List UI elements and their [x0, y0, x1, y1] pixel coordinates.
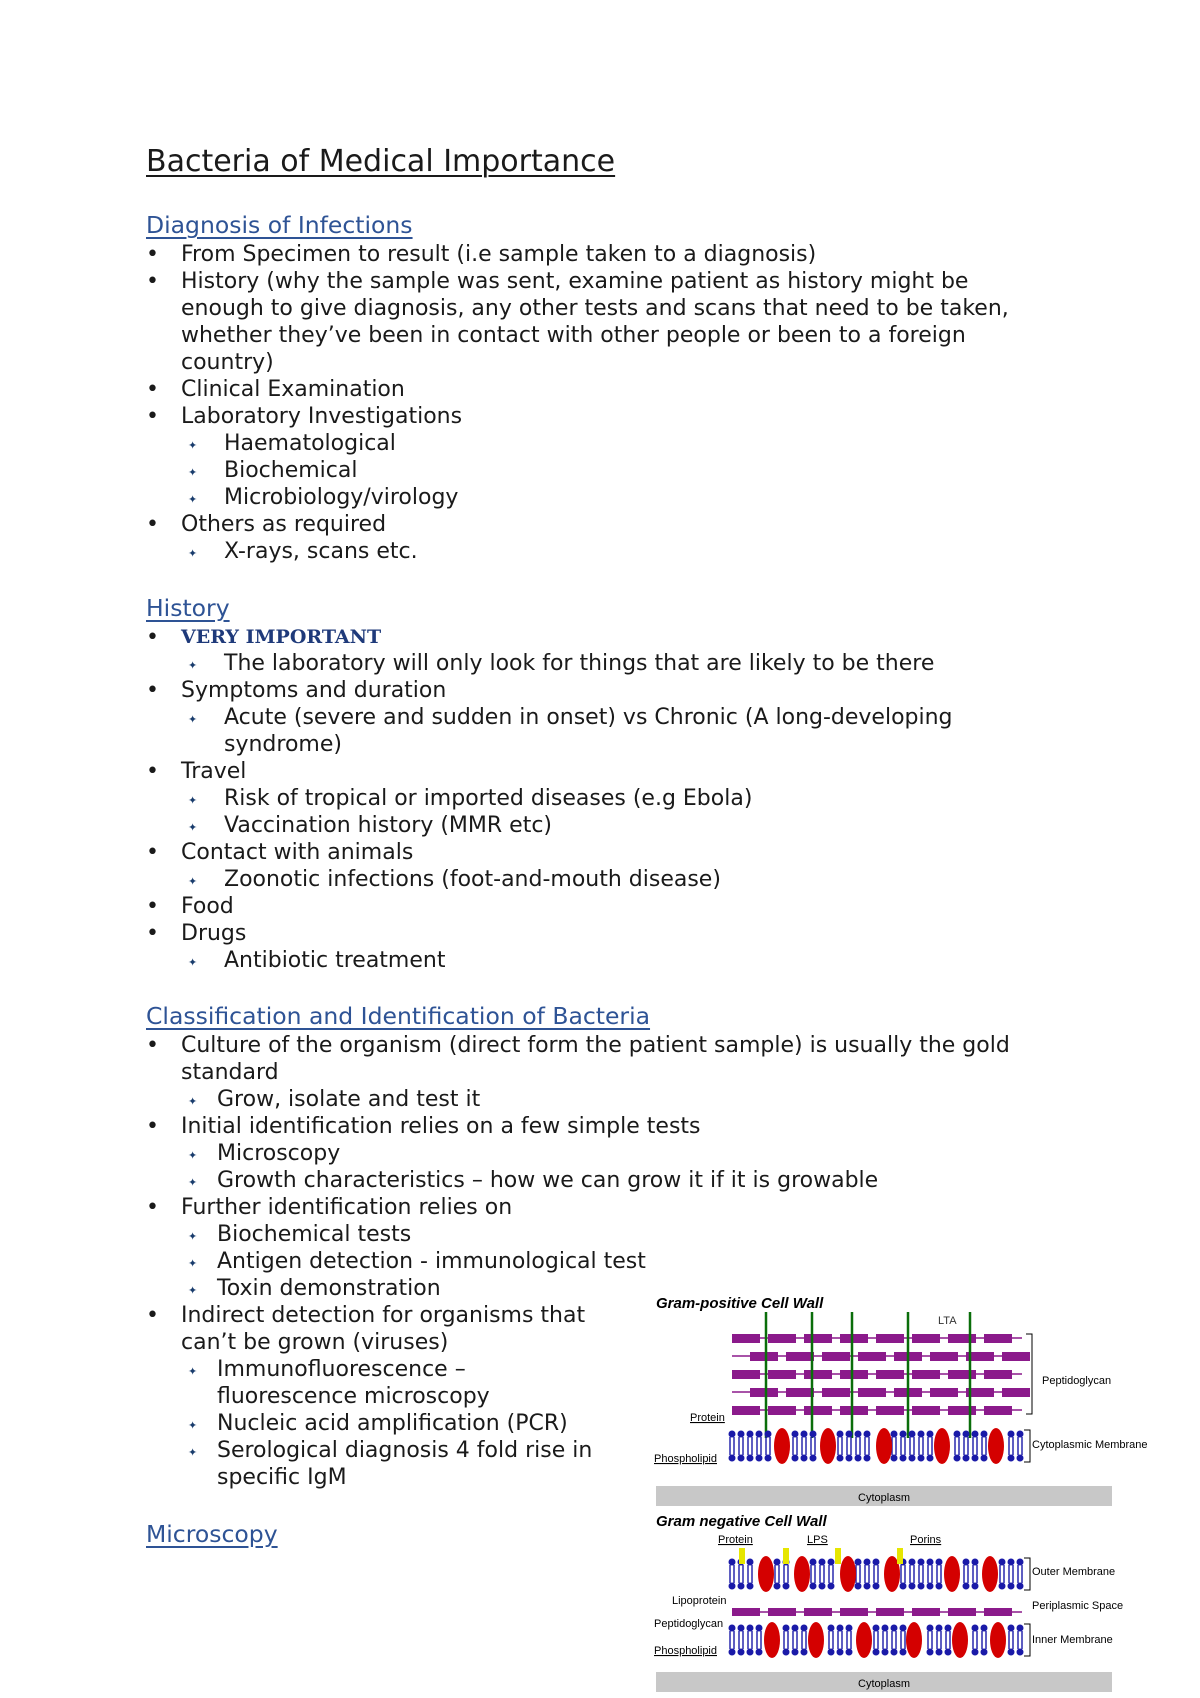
lipid-head — [747, 1583, 754, 1590]
lipid-head — [864, 1583, 871, 1590]
gp-cytoplasm-label: Cytoplasm — [858, 1492, 910, 1504]
lipid-head — [927, 1455, 934, 1462]
lipid-head — [1017, 1649, 1024, 1656]
lipid-head — [954, 1455, 961, 1462]
lipid-head — [1017, 1559, 1024, 1566]
lipid-head — [936, 1559, 943, 1566]
lipid-head — [792, 1431, 799, 1438]
membrane-protein — [990, 1622, 1006, 1658]
lipid-head — [927, 1431, 934, 1438]
list-item-continuation: can’t be grown (viruses) — [181, 1330, 449, 1355]
lipid-head — [900, 1625, 907, 1632]
lipid-head — [837, 1455, 844, 1462]
lipid-head — [1008, 1625, 1015, 1632]
lipid-head — [963, 1455, 970, 1462]
lipid-head — [729, 1431, 736, 1438]
lipid-head — [792, 1649, 799, 1656]
membrane-protein — [808, 1622, 824, 1658]
lipid-head — [747, 1455, 754, 1462]
lipid-head — [828, 1649, 835, 1656]
lipid-head — [972, 1649, 979, 1656]
gn-title: Gram negative Cell Wall — [656, 1513, 827, 1530]
lipid-head — [981, 1431, 988, 1438]
lipid-head — [729, 1583, 736, 1590]
lps-strand — [835, 1548, 841, 1564]
lipid-head — [828, 1559, 835, 1566]
lipid-head — [918, 1455, 925, 1462]
lipid-head — [738, 1649, 745, 1656]
lta-label: LTA — [938, 1315, 957, 1327]
lps-label: LPS — [807, 1534, 828, 1546]
lipid-head — [864, 1431, 871, 1438]
lipid-head — [963, 1559, 970, 1566]
lipid-head — [846, 1625, 853, 1632]
lipid-head — [801, 1455, 808, 1462]
lipid-head — [945, 1649, 952, 1656]
lipid-head — [756, 1455, 763, 1462]
lipid-head — [909, 1559, 916, 1566]
lipid-head — [945, 1625, 952, 1632]
lipid-head — [729, 1559, 736, 1566]
phospholipid-label: Phospholipid — [654, 1453, 717, 1465]
lipid-head — [864, 1559, 871, 1566]
gp-cytoplasmic-membrane — [729, 1428, 1031, 1464]
lipid-head — [729, 1625, 736, 1632]
lipid-head — [936, 1583, 943, 1590]
lipid-head — [819, 1583, 826, 1590]
lipid-head — [954, 1431, 961, 1438]
list-item-continuation: whether they’ve been in contact with other people or been to a foreign — [181, 323, 966, 348]
lipid-head — [900, 1649, 907, 1656]
lipid-head — [1017, 1625, 1024, 1632]
lipid-head — [765, 1455, 772, 1462]
lipid-head — [918, 1431, 925, 1438]
lipid-head — [873, 1649, 880, 1656]
lipid-head — [846, 1431, 853, 1438]
lipid-head — [873, 1583, 880, 1590]
lipid-head — [792, 1625, 799, 1632]
lipid-head — [828, 1583, 835, 1590]
lipid-head — [747, 1559, 754, 1566]
membrane-protein — [758, 1556, 774, 1592]
cytoplasmic-membrane-label: Cytoplasmic Membrane — [1032, 1439, 1148, 1451]
lipid-head — [774, 1583, 781, 1590]
lipid-head — [972, 1583, 979, 1590]
lipid-head — [900, 1455, 907, 1462]
lipid-head — [1008, 1583, 1015, 1590]
lipid-head — [810, 1559, 817, 1566]
lipid-head — [918, 1559, 925, 1566]
lipid-head — [873, 1625, 880, 1632]
membrane-protein — [774, 1428, 790, 1464]
membrane-protein — [764, 1622, 780, 1658]
lipid-head — [963, 1583, 970, 1590]
membrane-protein — [876, 1428, 892, 1464]
sub-list-item-continuation: specific IgM — [217, 1465, 347, 1490]
lipid-head — [1008, 1431, 1015, 1438]
heading-history: History — [146, 594, 230, 622]
lipid-head — [738, 1625, 745, 1632]
lipid-head — [837, 1431, 844, 1438]
membrane-protein — [952, 1622, 968, 1658]
lipid-head — [792, 1455, 799, 1462]
gn-peptidoglycan — [732, 1608, 1022, 1616]
lipid-head — [1017, 1431, 1024, 1438]
lipid-head — [918, 1583, 925, 1590]
lipid-head — [810, 1455, 817, 1462]
lipid-head — [936, 1625, 943, 1632]
peptidoglycan-layers — [732, 1334, 1032, 1415]
lipid-head — [882, 1649, 889, 1656]
membrane-brace — [1024, 1624, 1030, 1656]
lipid-head — [846, 1649, 853, 1656]
lps-strand — [897, 1548, 903, 1564]
lipid-head — [972, 1455, 979, 1462]
heading-diagnosis: Diagnosis of Infections — [146, 211, 413, 239]
outer-membrane-label: Outer Membrane — [1032, 1566, 1116, 1578]
list-item-continuation: standard — [181, 1060, 279, 1085]
lipid-head — [729, 1455, 736, 1462]
lps-strand — [783, 1548, 789, 1564]
gn-cytoplasm-label: Cytoplasm — [858, 1678, 910, 1690]
lipid-head — [936, 1649, 943, 1656]
membrane-protein — [856, 1622, 872, 1658]
gn-phospholipid-label: Phospholipid — [654, 1645, 717, 1657]
lipid-head — [909, 1455, 916, 1462]
lipid-head — [891, 1455, 898, 1462]
peptidoglycan-label: Peptidoglycan — [1042, 1375, 1112, 1387]
lipid-head — [747, 1649, 754, 1656]
lipid-head — [783, 1649, 790, 1656]
cell-wall-diagram — [652, 1290, 1148, 1698]
lipid-head — [765, 1431, 772, 1438]
heading-classification: Classification and Identification of Bacteria — [146, 1002, 651, 1030]
lipid-head — [882, 1625, 889, 1632]
lipid-head — [837, 1625, 844, 1632]
lipid-head — [846, 1455, 853, 1462]
lipid-head — [756, 1649, 763, 1656]
lipid-head — [819, 1559, 826, 1566]
lipid-head — [981, 1455, 988, 1462]
membrane-protein — [934, 1428, 950, 1464]
lipid-head — [738, 1583, 745, 1590]
lipid-head — [855, 1455, 862, 1462]
lipid-head — [927, 1625, 934, 1632]
membrane-brace — [1024, 1558, 1030, 1590]
lipid-head — [855, 1559, 862, 1566]
lps-strand — [739, 1548, 745, 1564]
membrane-protein — [794, 1556, 810, 1592]
lipid-head — [999, 1559, 1006, 1566]
lipid-head — [828, 1625, 835, 1632]
inner-membrane — [729, 1622, 1031, 1658]
membrane-protein — [944, 1556, 960, 1592]
sub-list-item-continuation: syndrome) — [224, 732, 342, 757]
membrane-protein — [988, 1428, 1004, 1464]
page-title: Bacteria of Medical Importance — [146, 144, 616, 179]
lipid-head — [810, 1583, 817, 1590]
lipid-head — [738, 1431, 745, 1438]
lipid-head — [900, 1583, 907, 1590]
membrane-protein — [840, 1556, 856, 1592]
lipid-head — [756, 1625, 763, 1632]
lipid-head — [909, 1431, 916, 1438]
sub-list-item-continuation: fluorescence microscopy — [217, 1384, 490, 1409]
lipid-head — [783, 1625, 790, 1632]
gn-peptidoglycan-label: Peptidoglycan — [654, 1618, 724, 1630]
lipid-head — [1008, 1455, 1015, 1462]
lipid-head — [927, 1583, 934, 1590]
gp-title: Gram-positive Cell Wall — [656, 1295, 824, 1312]
protein-label: Protein — [690, 1412, 725, 1424]
outer-membrane — [729, 1548, 1031, 1592]
lipid-head — [729, 1649, 736, 1656]
membrane-protein — [820, 1428, 836, 1464]
document-page: Bacteria of Medical Importance Diagnosis of Infections From Specimen to result (i.e sample taken to a diagnosis) History (why the sample was sent, examine patient as history might be enough to give diagnosis, any other tests and scans that need to be taken, whether they’ve been in contact with other people or been to a foreign country) Clinical Examination Laboratory Investigations Haematological Biochemical Microbiology/virology Others as required X-rays, scans etc. History VERY IMPORTANT The laboratory will only look for things that are likely to be there Symptoms and duration Acute (severe and sudden in onset) vs Chronic (A long-developing syndrome) Travel Risk of tropical or imported diseases (e.g Ebola) Vaccination history (MMR etc) Contact with animals Zoonotic infections (foot-and-mouth disease) Food Drugs Antibiotic treatment Classification and Identification of Bacteria Culture of the organism (direct form the patient sample) is usually the gold standard Grow, isolate and test it Initial identification relies on a few simple tests Microscopy Growth characteristics – how we can grow it if it is growable Further identification relies on Biochemical tests Antigen detection - immunological test Toxin demonstration Indirect detection for organisms that can’t be grown (viruses) Immunofluorescence – fluorescence microscopy Nucleic acid amplification (PCR) Serological diagnosis 4 fold rise in specific IgM Microscopy Gram-positive Cell Wall LTA Peptidoglycan Protein Phospholipid Cytoplasmic Membrane Cytoplasm Gram negative Cell Wall Protein LPS Porins Outer Membrane Lipoprotein Periplasmic Space Peptidoglycan Phospholipid Inner Membrane Cytoplasm — [0, 0, 1200, 1698]
list-item-continuation: enough to give diagnosis, any other tests and scans that need to be taken, — [181, 296, 1009, 321]
lipid-head — [864, 1455, 871, 1462]
lipid-head — [1017, 1455, 1024, 1462]
lipid-head — [891, 1431, 898, 1438]
lipid-head — [891, 1625, 898, 1632]
gn-protein-label: Protein — [718, 1534, 753, 1546]
lipid-head — [981, 1625, 988, 1632]
lipid-head — [1008, 1649, 1015, 1656]
lipid-head — [891, 1649, 898, 1656]
lipid-head — [981, 1649, 988, 1656]
lipid-head — [801, 1431, 808, 1438]
lipid-head — [873, 1559, 880, 1566]
lipid-head — [837, 1649, 844, 1656]
membrane-protein — [906, 1622, 922, 1658]
lipid-head — [855, 1431, 862, 1438]
lipid-head — [801, 1649, 808, 1656]
lipid-head — [927, 1559, 934, 1566]
lipid-head — [900, 1431, 907, 1438]
lipid-head — [972, 1559, 979, 1566]
lipid-head — [1008, 1559, 1015, 1566]
lipid-head — [855, 1583, 862, 1590]
lipid-head — [747, 1625, 754, 1632]
membrane-protein — [982, 1556, 998, 1592]
lipid-head — [1017, 1583, 1024, 1590]
lipid-head — [999, 1583, 1006, 1590]
list-item-continuation: country) — [181, 350, 274, 375]
periplasmic-space-label: Periplasmic Space — [1032, 1600, 1124, 1612]
lipid-head — [756, 1431, 763, 1438]
lipid-head — [909, 1583, 916, 1590]
inner-membrane-label: Inner Membrane — [1032, 1634, 1113, 1646]
membrane-brace — [1024, 1430, 1030, 1462]
lipid-head — [927, 1649, 934, 1656]
lipid-head — [738, 1455, 745, 1462]
lipid-head — [774, 1559, 781, 1566]
lipid-head — [972, 1431, 979, 1438]
lipid-head — [747, 1431, 754, 1438]
lipoprotein-label: Lipoprotein — [672, 1595, 727, 1607]
lipid-head — [963, 1431, 970, 1438]
lipid-head — [810, 1431, 817, 1438]
porins-label: Porins — [910, 1534, 942, 1546]
lipid-head — [783, 1583, 790, 1590]
heading-microscopy: Microscopy — [146, 1520, 278, 1548]
lipid-head — [801, 1625, 808, 1632]
peptidoglycan-brace — [1026, 1334, 1032, 1414]
lipid-head — [972, 1625, 979, 1632]
